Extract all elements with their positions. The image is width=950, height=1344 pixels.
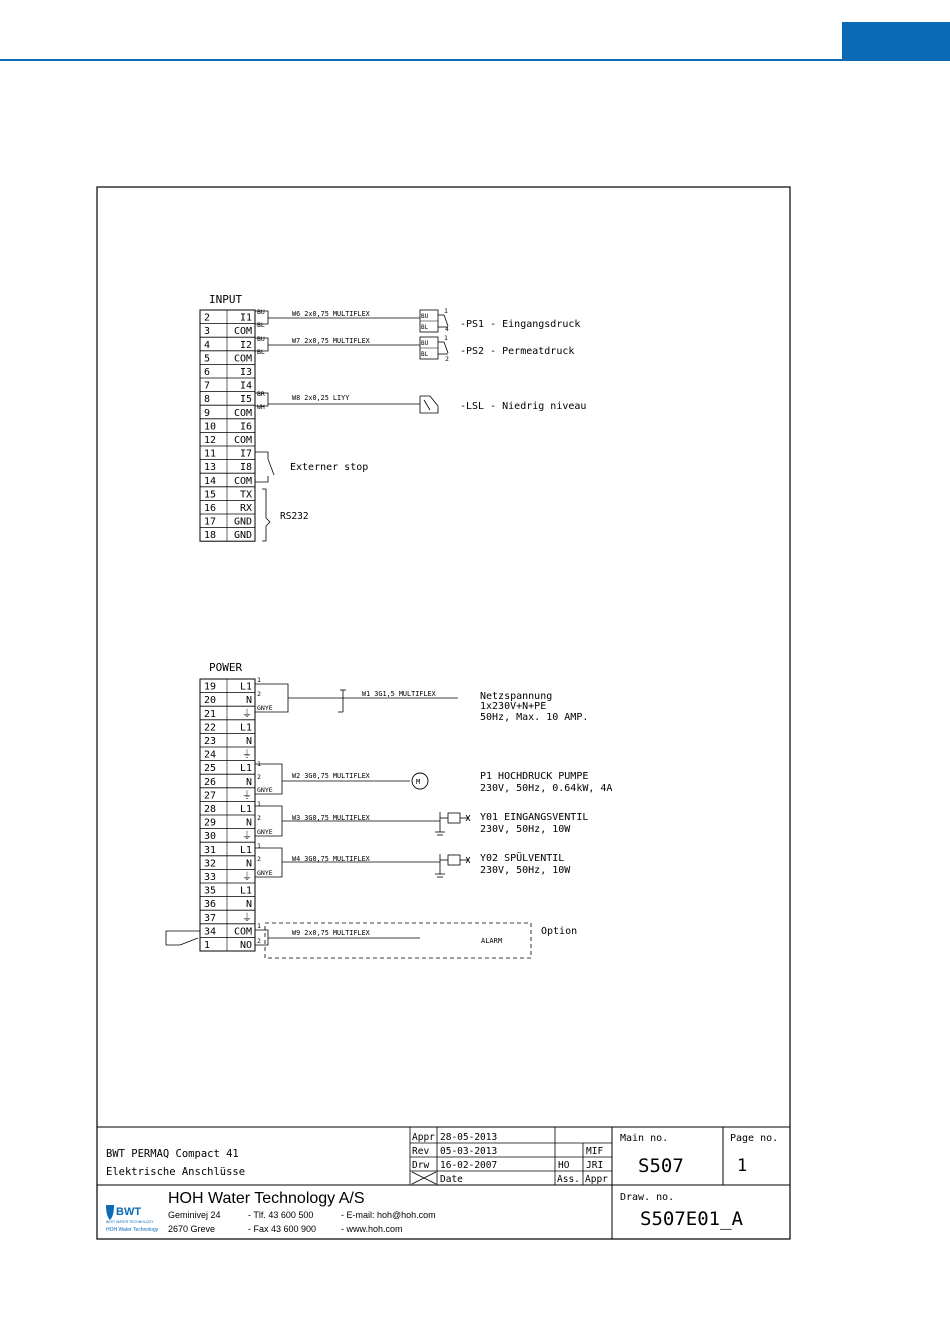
- terminal-signal: COM: [233, 475, 252, 487]
- svg-text:2: 2: [257, 855, 261, 863]
- terminal-number: 24: [204, 749, 217, 761]
- terminal-number: 23: [204, 736, 217, 747]
- valve-y02-spec: 230V, 50Hz, 10W: [480, 865, 571, 876]
- w3-cable-label: W3 3G0,75 MULTIFLEX: [292, 814, 370, 822]
- terminal-number: 28: [204, 804, 217, 815]
- svg-text:JRI: JRI: [586, 1160, 604, 1171]
- terminal-signal: I2: [239, 339, 252, 351]
- drawing-number: S507E01_A: [640, 1208, 743, 1230]
- drawing-frame: [97, 187, 790, 1239]
- svg-text:GNYE: GNYE: [257, 704, 273, 712]
- terminal-number: 18: [204, 530, 217, 542]
- svg-text:HO: HO: [558, 1160, 570, 1171]
- svg-text:BU: BU: [421, 313, 429, 320]
- terminal-number: 3: [204, 326, 211, 338]
- appr-date: 28-05-2013: [440, 1132, 498, 1143]
- svg-text:MIF: MIF: [586, 1146, 604, 1157]
- svg-text:Date: Date: [440, 1174, 463, 1185]
- svg-text:1: 1: [257, 800, 261, 808]
- terminal-number: 16: [204, 503, 217, 514]
- terminal-number: 5: [204, 353, 211, 365]
- terminal-number: 2: [204, 312, 211, 324]
- terminal-signal: I6: [239, 421, 252, 433]
- ps2-label: -PS2 - Permeatdruck: [460, 346, 575, 357]
- terminal-signal: ⏚: [242, 749, 252, 761]
- terminal-signal: ⏚: [242, 831, 252, 843]
- power-terminal-block: [200, 679, 255, 951]
- svg-text:2: 2: [257, 937, 261, 945]
- w8-wire-br: BR: [257, 390, 265, 398]
- alarm-label: ALARM: [481, 937, 503, 945]
- w6-wire-bu: BU: [257, 308, 265, 316]
- terminal-number: 35: [204, 885, 217, 897]
- terminal-signal: N: [245, 736, 252, 747]
- terminal-number: 17: [204, 516, 217, 528]
- svg-text:GNYE: GNYE: [257, 869, 273, 877]
- svg-text:- E-mail: hoh@hoh.com: - E-mail: hoh@hoh.com: [341, 1210, 436, 1220]
- terminal-number: 21: [204, 708, 217, 720]
- terminal-number: 4: [204, 339, 211, 351]
- svg-text:BL: BL: [421, 351, 429, 358]
- terminal-number: 15: [204, 489, 217, 501]
- terminal-signal: GND: [233, 530, 252, 542]
- svg-text:- www.hoh.com: - www.hoh.com: [341, 1224, 403, 1234]
- terminal-signal: L1: [239, 722, 252, 734]
- bwt-logo: [106, 1205, 159, 1233]
- svg-text:BWT: BWT: [116, 1206, 142, 1218]
- rs232-brace: [262, 489, 270, 541]
- terminal-number: 9: [204, 407, 211, 419]
- svg-text:Draw. no.: Draw. no.: [620, 1192, 675, 1203]
- drawing-subtitle: Elektrische Anschlüsse: [106, 1166, 246, 1178]
- mains-spec: 1x230V+N+PE: [480, 701, 547, 712]
- valve-y01-spec: 230V, 50Hz, 10W: [480, 824, 571, 835]
- terminal-signal: ⏚: [242, 790, 252, 802]
- terminal-signal: COM: [233, 326, 252, 338]
- terminal-number: 8: [204, 394, 211, 406]
- terminal-number: 19: [204, 681, 217, 693]
- terminal-signal: NO: [239, 940, 252, 951]
- w2-cable-label: W2 3G0,75 MULTIFLEX: [292, 772, 370, 780]
- terminal-number: 26: [204, 776, 217, 788]
- svg-text:- Tlf. 43 600 500: - Tlf. 43 600 500: [248, 1210, 314, 1220]
- svg-text:Rev: Rev: [412, 1146, 430, 1157]
- svg-text:1: 1: [257, 922, 261, 930]
- terminal-signal: N: [245, 776, 252, 788]
- w7-cable-label: W7 2x0,75 MULTIFLEX: [292, 337, 370, 345]
- valve-y01-label: Y01 EINGANGSVENTIL: [480, 812, 589, 823]
- terminal-number: 11: [204, 448, 217, 460]
- terminal-signal: I7: [239, 448, 252, 460]
- terminal-signal: ⏚: [242, 912, 252, 924]
- svg-text:Main no.: Main no.: [620, 1133, 669, 1144]
- terminal-number: 25: [204, 763, 217, 775]
- terminal-signal: N: [245, 695, 252, 707]
- terminal-number: 22: [204, 722, 217, 734]
- main-number: S507: [638, 1155, 684, 1177]
- terminal-number: 14: [204, 475, 217, 487]
- terminal-number: 1: [204, 940, 211, 951]
- terminal-signal: N: [245, 899, 252, 911]
- mains-rating: 50Hz, Max. 10 AMP.: [480, 712, 589, 723]
- w1-cable-label: W1 3G1,5 MULTIFLEX: [362, 690, 436, 698]
- svg-text:Geminivej 24: Geminivej 24: [168, 1210, 221, 1220]
- rev-date: 05-03-2013: [440, 1146, 498, 1157]
- terminal-signal: ⏚: [242, 872, 252, 883]
- terminal-number: 32: [204, 858, 217, 870]
- terminal-signal: N: [245, 858, 252, 870]
- w9-cable-label: W9 2x0,75 MULTIFLEX: [292, 929, 370, 937]
- terminal-signal: RX: [239, 503, 252, 514]
- w7-wire-bu: BU: [257, 335, 265, 343]
- svg-text:Appr: Appr: [412, 1132, 435, 1143]
- w6-cable-label: W6 2x0,75 MULTIFLEX: [292, 310, 370, 318]
- svg-text:Drw: Drw: [412, 1160, 430, 1171]
- valve-y01-icon: [435, 812, 470, 835]
- terminal-number: 20: [204, 695, 217, 707]
- svg-text:1: 1: [444, 307, 448, 315]
- terminal-signal: L1: [239, 844, 252, 856]
- svg-text:1: 1: [444, 334, 448, 342]
- terminal-signal: I4: [239, 380, 252, 392]
- mains-label: Netzspannung: [480, 691, 553, 702]
- svg-text:Appr: Appr: [585, 1174, 608, 1185]
- svg-text:BEST WATER TECHNOLOGY: BEST WATER TECHNOLOGY: [106, 1220, 154, 1224]
- option-label: Option: [541, 926, 578, 937]
- terminal-signal: L1: [239, 681, 252, 693]
- svg-text:4: 4: [445, 325, 449, 333]
- terminal-number: 30: [204, 831, 217, 843]
- terminal-number: 37: [204, 912, 217, 924]
- svg-text:- Fax 43 600 900: - Fax 43 600 900: [248, 1224, 317, 1234]
- terminal-number: 33: [204, 872, 217, 883]
- w8-cable-label: W8 2x0,25 LIYY: [292, 394, 350, 402]
- terminal-signal: GND: [233, 516, 252, 528]
- svg-text:Page no.: Page no.: [730, 1133, 779, 1144]
- pump-label: P1 HOCHDRUCK PUMPE: [480, 771, 589, 782]
- terminal-number: 10: [204, 421, 217, 433]
- external-stop-label: Externer stop: [290, 462, 369, 473]
- terminal-signal: I8: [239, 462, 252, 474]
- product-title: BWT PERMAQ Compact 41: [106, 1148, 239, 1160]
- lsl-level-switch: [420, 396, 438, 413]
- pump-spec: 230V, 50Hz, 0.64kW, 4A: [480, 783, 613, 794]
- svg-text:GNYE: GNYE: [257, 828, 273, 836]
- svg-text:M: M: [416, 778, 421, 786]
- ps1-label: -PS1 - Eingangsdruck: [460, 319, 581, 330]
- alarm-contact: [166, 931, 200, 945]
- terminal-number: 12: [204, 435, 217, 446]
- terminal-number: 7: [204, 380, 211, 392]
- svg-text:BL: BL: [421, 324, 429, 331]
- valve-y02-label: Y02 SPÜLVENTIL: [480, 853, 565, 864]
- w8-wire-wh: WH: [257, 403, 265, 411]
- svg-text:1: 1: [257, 676, 261, 684]
- w6-wire-bl: BL: [257, 321, 265, 329]
- terminal-number: 27: [204, 790, 217, 802]
- svg-text:1: 1: [257, 760, 261, 768]
- svg-text:2: 2: [257, 773, 261, 781]
- terminal-number: 34: [204, 926, 217, 938]
- valve-y02-icon: [435, 854, 470, 877]
- svg-text:2: 2: [445, 355, 449, 363]
- terminal-signal: I5: [239, 394, 252, 406]
- terminal-number: 29: [204, 817, 217, 829]
- terminal-signal: ⏚: [242, 708, 252, 720]
- terminal-number: 31: [204, 844, 217, 856]
- terminal-signal: I1: [239, 312, 252, 324]
- terminal-signal: COM: [233, 407, 252, 419]
- rs232-label: RS232: [280, 511, 309, 522]
- w4-cable-label: W4 3G0,75 MULTIFLEX: [292, 855, 370, 863]
- svg-text:2: 2: [257, 814, 261, 822]
- terminal-signal: I3: [239, 367, 252, 378]
- drw-date: 16-02-2007: [440, 1160, 498, 1171]
- terminal-signal: L1: [239, 763, 252, 775]
- terminal-number: 13: [204, 462, 217, 474]
- input-terminal-block: [200, 310, 255, 541]
- svg-text:BU: BU: [421, 340, 429, 347]
- w7-wire-bl: BL: [257, 348, 265, 356]
- terminal-signal: COM: [233, 926, 252, 938]
- svg-text:1: 1: [257, 842, 261, 850]
- company-name: HOH Water Technology A/S: [168, 1190, 365, 1207]
- terminal-signal: COM: [233, 353, 252, 365]
- terminal-number: 6: [204, 367, 211, 378]
- lsl-label: -LSL - Niedrig niveau: [460, 401, 587, 412]
- svg-text:2: 2: [257, 690, 261, 698]
- svg-text:Ass.: Ass.: [557, 1174, 580, 1185]
- terminal-signal: TX: [239, 489, 252, 501]
- terminal-signal: COM: [233, 435, 252, 446]
- svg-text:HOH Water Technology: HOH Water Technology: [106, 1227, 159, 1233]
- terminal-number: 36: [204, 899, 217, 911]
- input-title: INPUT: [209, 293, 243, 306]
- page-number: 1: [737, 1156, 748, 1176]
- power-title: POWER: [209, 661, 243, 674]
- terminal-signal: L1: [239, 885, 252, 897]
- terminal-signal: N: [245, 817, 252, 829]
- svg-text:2670 Greve: 2670 Greve: [168, 1224, 216, 1234]
- terminal-signal: L1: [239, 804, 252, 815]
- svg-text:GNYE: GNYE: [257, 786, 273, 794]
